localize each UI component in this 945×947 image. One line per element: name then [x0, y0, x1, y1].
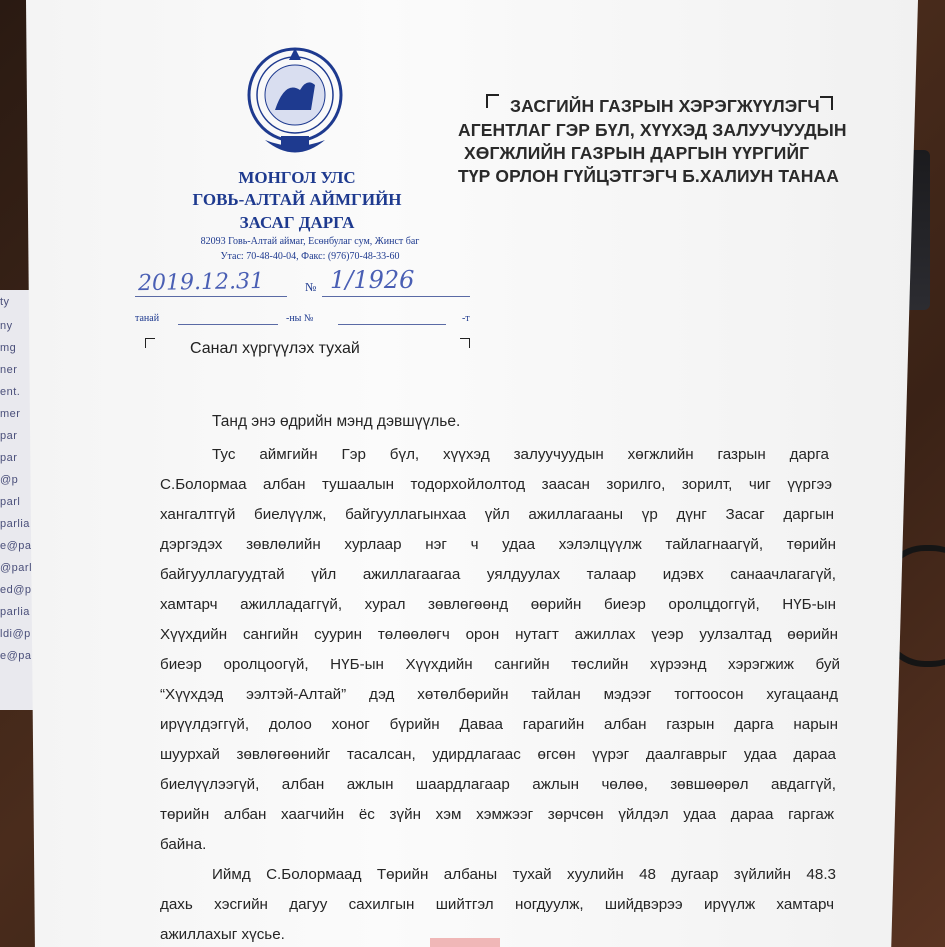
handwritten-date: 2019.12.31 [137, 268, 265, 297]
recipient-line: АГЕНТЛАГ ГЭР БҮЛ, ХҮҮХЭД ЗАЛУУЧУУДЫН [458, 120, 847, 140]
org-contact: Утас: 70-48-40-04, Факс: (976)70-48-33-60 [220, 251, 400, 262]
org-address: 82093 Говь-Алтай аймаг, Есөнбулаг сум, Жинст баг [200, 236, 420, 247]
recipient-line: ХӨГЖЛИЙН ГАЗРЫН ДАРГЫН ҮҮРГИЙГ [464, 143, 810, 163]
body-line: дахь хэсгийн дагуу сахилгын шийтгэл ногдуулж, шийдвэрээ ирүүлж хамтарч [160, 896, 834, 913]
ref-line [178, 324, 278, 325]
org-country: МОНГОЛ УЛС [238, 168, 356, 187]
side-paper-fragment: ner [0, 364, 18, 376]
side-paper-fragment: @p [0, 474, 19, 486]
body-line: биеэр оролцоогүй, НҮБ-ын Хүүхдийн сангийн төслийн хүрээнд хэрэгжиж буй [160, 656, 840, 673]
recipient-corner-left [486, 94, 499, 108]
body-line: “Хүүхдэд ээлтэй-Алтай” дэд хөтөлбөрийн тайлан мэдээг тогтоосон хугацаанд [160, 686, 838, 703]
org-province: ГОВЬ-АЛТАЙ АЙМГИЙН [192, 190, 402, 209]
body-line: Иймд С.Болормаад Төрийн албаны тухай хуулийн 48 дугаар зүйлийн 48.3 [212, 866, 836, 883]
side-paper-fragment: par [0, 430, 18, 442]
body-line: дэргэдэх зөвлөлийн хурлаар нэг ч удаа хэлэлцүүлж тайлагнаагүй, төрийн [160, 536, 836, 553]
subject-line: Санал хүргүүлэх тухай [190, 340, 360, 357]
body-line: биелүүлээгүй, албан ажлын шаардлагаар ажлын чөлөө, зөвшөөрөл авдаггүй, [160, 776, 836, 793]
side-paper-fragment: e@pa [0, 650, 32, 662]
body-line: Хүүхдийн сангийн суурин төлөөлөгч орон нутагт ажиллах үеэр уулзалтад өөрийн [160, 626, 838, 643]
state-emblem-icon [245, 40, 345, 168]
recipient-corner-right [820, 96, 833, 110]
number-underline [322, 296, 470, 297]
side-paper-fragment: ldi@p [0, 628, 31, 640]
body-line: төрийн албан хаагчийн ёс зүйн хэм хэмжээг зөрчсөн үйлдэл удаа дараа гаргаж [160, 806, 834, 823]
greeting: Танд энэ өдрийн мэнд дэвшүүлье. [212, 413, 461, 430]
ref-line [338, 324, 446, 325]
handwritten-number: 1/1926 [330, 266, 415, 294]
side-paper-fragment: ed@p [0, 584, 32, 596]
side-paper-fragment: e@pa [0, 540, 32, 552]
body-line: шуурхай зөвлөгөөнийг тасалсан, удирдлагаас өгсөн үүрэг даалгаврыг удаа дараа [160, 746, 836, 763]
side-paper-fragment: ent. [0, 386, 21, 398]
side-paper-fragment: par [0, 452, 18, 464]
side-paper-fragment: parlia [0, 606, 30, 618]
ref-suffix: -т [462, 313, 470, 324]
org-governor: ЗАСАГ ДАРГА [239, 213, 355, 232]
stamp-edge [430, 938, 500, 947]
subject-corner-right [460, 338, 470, 348]
body-line: байгууллагуудтай үйл ажиллагаагаа уялдуулах талаар идэвх санаачлагагүй, [160, 566, 836, 583]
body-line: ажиллахыг хүсье. [160, 926, 285, 943]
body-line: ирүүлдэггүй, долоо хоног бүрийн Даваа гарагийн албан газрын дарга нарын [160, 716, 838, 733]
side-paper-fragment: ty [0, 296, 10, 308]
side-paper-fragment: @parl [0, 562, 33, 574]
ref-prefix: танай [135, 313, 160, 324]
body-line: хамтарч ажилладаггүй, хурал зөвлөгөөнд өөрийн биеэр оролцдоггүй, НҮБ-ын [160, 596, 836, 613]
side-paper-fragment: ny [0, 320, 13, 332]
body-line: байна. [160, 836, 207, 853]
side-paper-fragment: parlia [0, 518, 30, 530]
body-line: С.Болормаа албан тушаалын тодорхойлолтод заасан зорилго, зорилт, чиг үүргээ [160, 476, 832, 493]
body-line: Тус аймгийн Гэр бүл, хүүхэд залуучуудын хөгжлийн газрын дарга [212, 446, 829, 463]
side-paper-fragment: mer [0, 408, 21, 420]
subject-corner-left [145, 338, 155, 348]
side-paper-fragment: parl [0, 496, 21, 508]
ref-middle: -ны № [286, 313, 314, 324]
recipient-line: ЗАСГИЙН ГАЗРЫН ХЭРЭГЖҮҮЛЭГЧ [510, 96, 820, 116]
body-line: хангалтгүй биелүүлж, байгууллагынхаа үйл ажиллагааны үр дүнг Засаг даргын [160, 506, 834, 523]
side-paper-fragment: mg [0, 342, 17, 354]
date-underline [135, 296, 287, 297]
number-label: № [305, 280, 317, 294]
recipient-line: ТҮР ОРЛОН ГҮЙЦЭТГЭГЧ Б.ХАЛИУН ТАНАА [458, 166, 839, 186]
